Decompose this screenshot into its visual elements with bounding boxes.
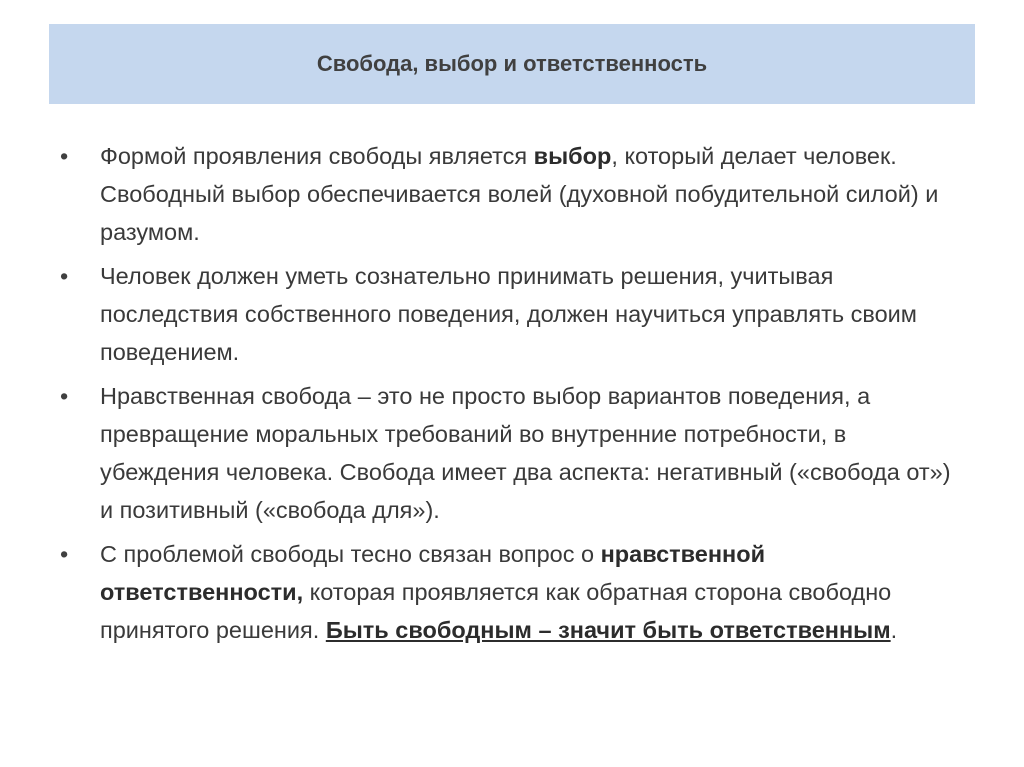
bullet-dot: •	[60, 541, 69, 567]
bullet-text: которая проявляется как обратная сторона свободно принятого решения.	[100, 579, 892, 643]
bullet-text: .	[890, 617, 898, 643]
bullet-item	[60, 137, 960, 251]
bullet-text: Формой проявления свободы является	[100, 143, 534, 169]
bullet-text: С проблемой свободы тесно связан вопрос о	[100, 541, 601, 567]
bullet-dot: •	[60, 263, 69, 289]
bullet-item	[60, 257, 960, 371]
title-bar	[49, 24, 975, 104]
bullet-emphasis: выбор	[533, 143, 612, 169]
bullet-underlined-emphasis: Быть свободным – значит быть ответственным	[325, 617, 891, 643]
bullet-item	[60, 377, 960, 529]
bullet-dot: •	[60, 143, 69, 169]
bullet-emphasis: нравственной ответственности,	[100, 541, 766, 605]
bullet-item	[60, 535, 960, 649]
slide-title: Свобода, выбор и ответственность	[316, 51, 708, 76]
bullet-text: Человек должен уметь сознательно принимать решения, учитывая последствия собственного поведения, должен научиться управлять своим поведением.	[100, 263, 917, 365]
bullet-list	[60, 137, 960, 649]
bullet-text: , который делает человек. Свободный выбор обеспечивается волей (духовной побудительной силой) и разумом.	[100, 143, 939, 245]
bullet-text: Нравственная свобода – это не просто выбор вариантов поведения, а превращение моральных требований во внутренние потребности, в убеждения человека. Свобода имеет два аспекта: негативный («свобода от») и позитивный («свобода для»).	[100, 383, 951, 523]
bullet-dot: •	[60, 383, 69, 409]
slide-content	[60, 137, 960, 655]
